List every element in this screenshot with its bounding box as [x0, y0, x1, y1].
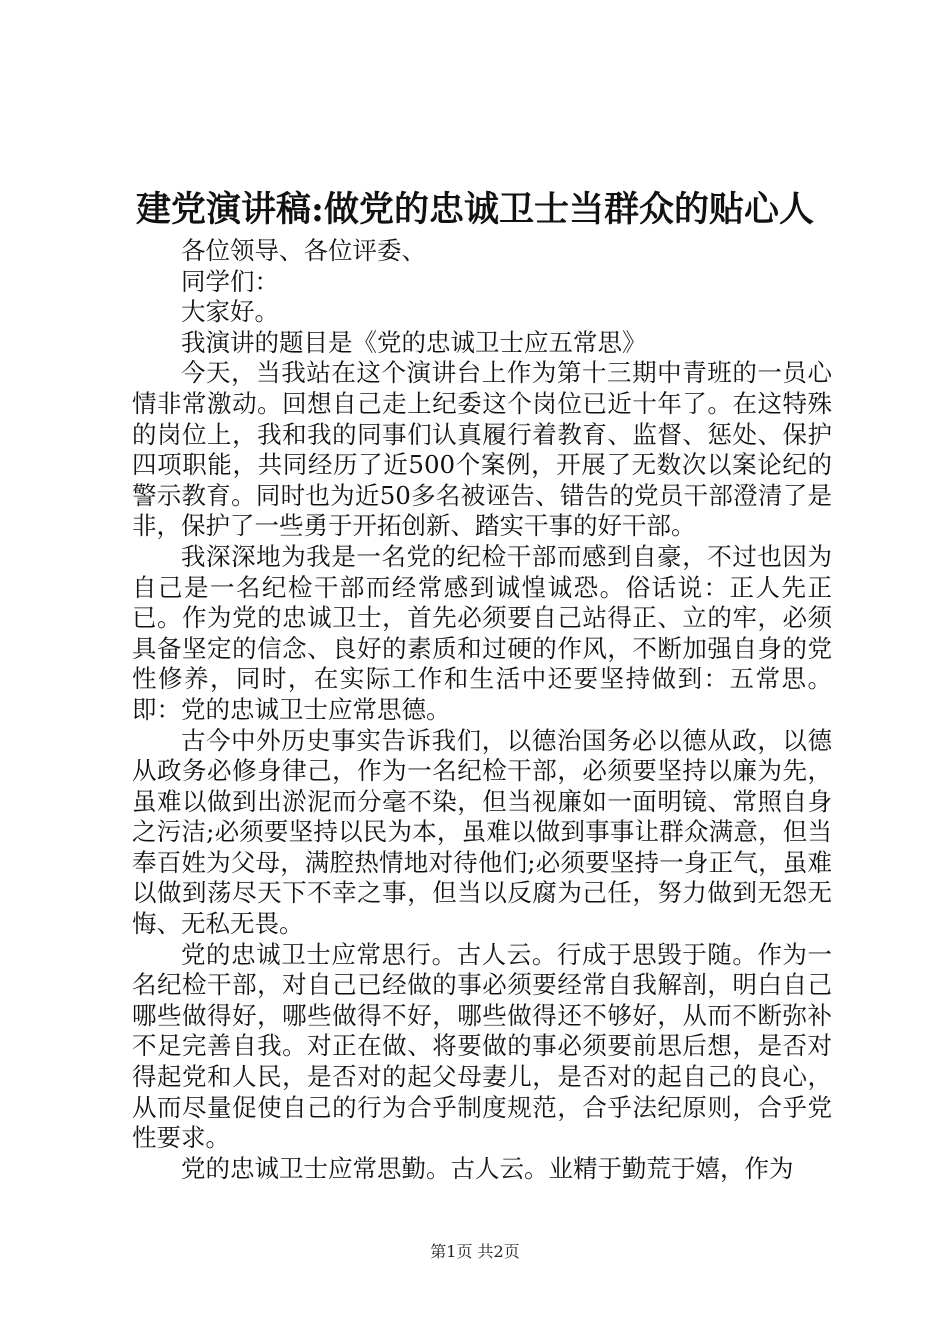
paragraph-conduct: 党的忠诚卫士应常思行。古人云。行成于思毁于随。作为一名纪检干部，对自己已经做的事必须要经常自我解剖，明白自己哪些做得好，哪些做得不好，哪些做得还不够好，从而不断弥补不足完善自我。对正在做、将要做的事必须要前思后想，是否对得起党和人民，是否对的起父母妻儿，是否对的起自己的良心，从而尽量促使自己的行为合乎制度规范，合乎法纪原则，合乎党性要求。 [132, 939, 832, 1153]
paragraph-introduction: 今天，当我站在这个演讲台上作为第十三期中青班的一员心情非常激动。回想自己走上纪委这个岗位已近十年了。在这特殊的岗位上，我和我的同事们认真履行着教育、监督、惩处、保护四项职能，共同经历了近500个案例，开展了无数次以案论纪的警示教育。同时也为近50多名被诬告、错告的党员干部澄清了是非，保护了一些勇于开拓创新、踏实干事的好干部。 [132, 358, 832, 541]
document-title: 建党演讲稿:做党的忠诚卫士当群众的贴心人 [136, 189, 814, 230]
paragraph-greeting: 大家好。 [181, 297, 279, 327]
paragraph-pride: 我深深地为我是一名党的纪检干部而感到自豪，不过也因为自己是一名纪检干部而经常感到诚惶诚恐。俗话说：正人先正已。作为党的忠诚卫士，首先必须要自己站得正、立的牢，必须具备坚定的信念、良好的素质和过硬的作风，不断加强自身的党性修养，同时，在实际工作和生活中还要坚持做到：五常思。即：党的忠诚卫士应常思德。 [132, 541, 832, 724]
paragraph-virtue: 古今中外历史事实告诉我们，以德治国务必以德从政，以德从政务必修身律己，作为一名纪检干部，必须要坚持以廉为先，虽难以做到出淤泥而分毫不染，但当视廉如一面明镜、常照自身之污洁;必须要坚持以民为本，虽难以做到事事让群众满意，但当奉百姓为父母，满腔热情地对待他们;必须要坚持一身正气，虽难以做到荡尽天下不幸之事，但当以反腐为己任，努力做到无怨无悔、无私无畏。 [132, 725, 832, 939]
paragraph-salutation-leaders: 各位领导、各位评委、 [181, 236, 426, 265]
paragraph-diligence: 党的忠诚卫士应常思勤。古人云。业精于勤荒于嬉，作为 [181, 1153, 794, 1183]
paragraph-speech-topic: 我演讲的题目是《党的忠诚卫士应五常思》 [181, 327, 647, 357]
document-body [132, 236, 832, 1184]
paragraph-salutation-students: 同学们： [181, 266, 279, 296]
page-number-footer: 第1页 共2页 [430, 1242, 520, 1261]
